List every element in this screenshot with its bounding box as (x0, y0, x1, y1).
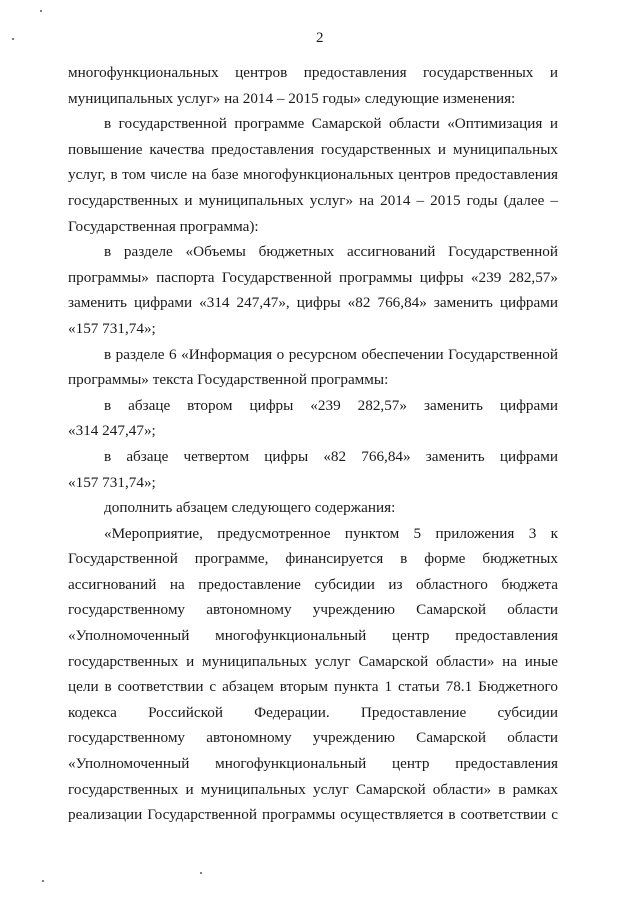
text-line: услуг, в том числе на базе многофункциональных центров предоставления (68, 166, 558, 184)
text-line: ассигнований на предоставление субсидии из областного бюджета (68, 575, 558, 593)
text-line: государственному автономному учреждению Самарской области (68, 601, 558, 619)
text-line: государственных и муниципальных услуг Самарской области» в рамках (68, 780, 558, 798)
scan-speck (42, 880, 44, 882)
text-line: «314 247,47»; (68, 422, 156, 440)
text-line: в абзаце четвертом цифры «82 766,84» заменить цифрами (104, 447, 558, 465)
text-line: в государственной программе Самарской области «Оптимизация и (104, 115, 558, 133)
text-line: «157 731,74»; (68, 473, 156, 491)
text-line: Государственная программа): (68, 217, 259, 235)
text-line: программы» паспорта Государственной программы цифры «239 282,57» (68, 268, 558, 286)
text-line: кодекса Российской Федерации. Предоставление субсидии (68, 703, 558, 721)
text-line: государственному автономному учреждению Самарской области (68, 729, 558, 747)
text-line: дополнить абзацем следующего содержания: (104, 499, 396, 517)
text-line: цели в соответствии с абзацем вторым пункта 1 статьи 78.1 Бюджетного (68, 678, 558, 696)
text-line: «Мероприятие, предусмотренное пунктом 5 приложения 3 к (104, 524, 558, 542)
text-line: в разделе «Объемы бюджетных ассигнований Государственной (104, 243, 558, 261)
text-line: «157 731,74»; (68, 319, 156, 337)
text-line: «Уполномоченный многофункциональный центр предоставления (68, 627, 558, 645)
text-line: «Уполномоченный многофункциональный центр предоставления (68, 755, 558, 773)
text-line: государственных и муниципальных услуг» на 2014 – 2015 годы (далее – (68, 191, 558, 209)
text-line: программы» текста Государственной программы: (68, 371, 389, 389)
text-line: в разделе 6 «Информация о ресурсном обеспечении Государственной (104, 345, 558, 363)
text-line: реализации Государственной программы осуществляется в соответствии с (68, 806, 558, 824)
text-line: повышение качества предоставления государственных и муниципальных (68, 140, 558, 158)
scan-speck (200, 872, 202, 874)
text-line: Государственной программе, финансируется в форме бюджетных (68, 550, 558, 568)
text-line: в абзаце втором цифры «239 282,57» заменить цифрами (104, 396, 558, 414)
text-line: муниципальных услуг» на 2014 – 2015 годы» следующие изменения: (68, 89, 516, 107)
page-number: 2 (316, 30, 324, 46)
text-line: многофункциональных центров предоставления государственных и (68, 64, 558, 81)
document-body (68, 60, 558, 828)
scan-speck (40, 10, 42, 12)
text-line: заменить цифрами «314 247,47», цифры «82 766,84» заменить цифрами (68, 294, 558, 312)
scan-speck (12, 38, 14, 40)
text-line: государственных и муниципальных услуг Самарской области» на иные (68, 652, 558, 670)
